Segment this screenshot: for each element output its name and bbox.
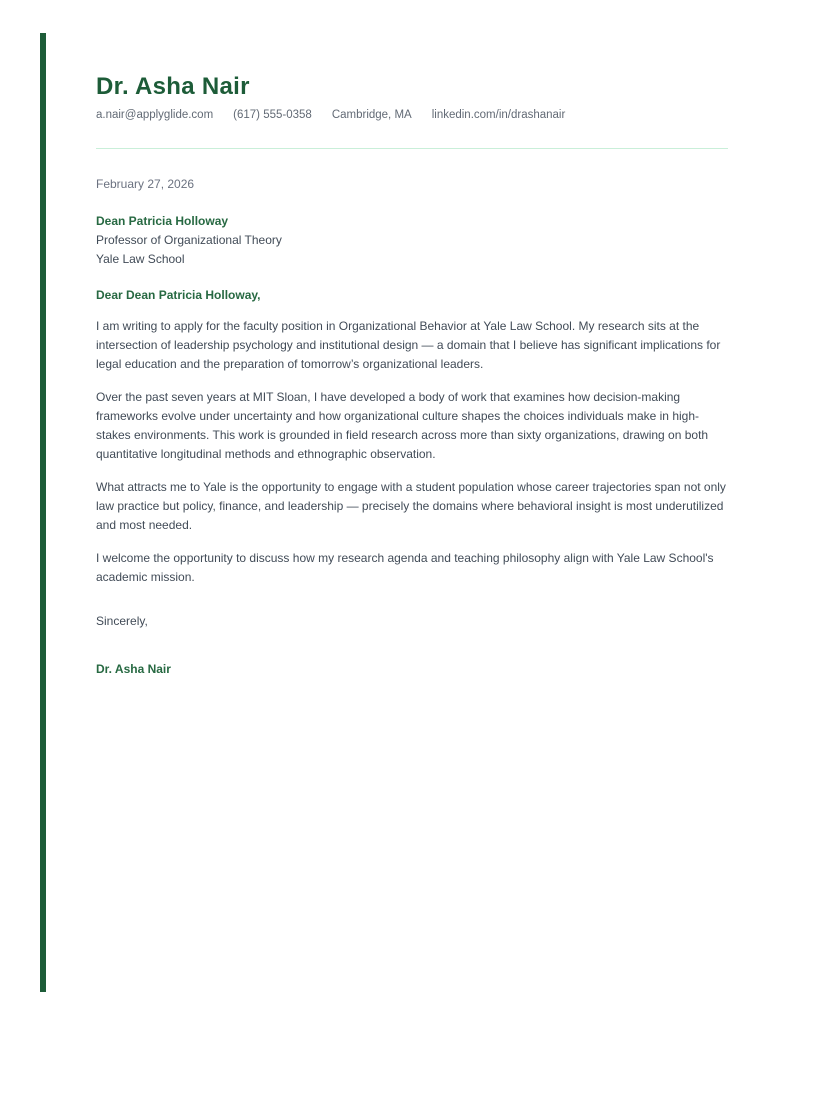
body-paragraph: I welcome the opportunity to discuss how my research agenda and teaching philosophy align with Yale Law School's academic mission. [96, 551, 714, 584]
closing: Sincerely, [96, 614, 148, 628]
letter-page [96, 0, 728, 679]
accent-bar [40, 33, 46, 992]
recipient-title: Professor of Organizational Theory [96, 233, 282, 247]
contact-row [96, 108, 728, 123]
header-divider [96, 148, 728, 149]
contact-linkedin: linkedin.com/in/drashanair [431, 109, 566, 121]
recipient-block [96, 212, 728, 269]
recipient-organization: Yale Law School [96, 252, 185, 266]
recipient-name: Dean Patricia Holloway [96, 214, 229, 228]
salutation: Dear Dean Patricia Holloway, [96, 288, 261, 302]
applicant-name-heading: Dr. Asha Nair [96, 73, 250, 100]
contact-email: a.nair@applyglide.com [96, 109, 214, 121]
letter-body [96, 317, 728, 587]
body-paragraph: I am writing to apply for the faculty position in Organizational Behavior at Yale Law School. My research sits at the intersection of leadership psychology and institutional design — a domain that I believe has significant implications for legal education and the preparation of tomorrow’s organizational leaders. [96, 319, 721, 371]
signature-name: Dr. Asha Nair [96, 662, 171, 676]
body-paragraph: Over the past seven years at MIT Sloan, I have developed a body of work that examines how decision-making frameworks evolve under uncertainty and how organizational culture shapes the choices individuals make in high-stakes environments. This work is grounded in field research across more than sixty organizations, drawing on both quantitative longitudinal methods and ethnographic observation. [96, 390, 709, 461]
letter-date: February 27, 2026 [96, 177, 195, 191]
body-paragraph: What attracts me to Yale is the opportunity to engage with a student population whose career trajectories span not only law practice but policy, finance, and leadership — precisely the domains where behavioral insight is most underutilized and most needed. [96, 480, 726, 532]
contact-location: Cambridge, MA [331, 109, 412, 121]
contact-phone: (617) 555-0358 [233, 109, 312, 121]
